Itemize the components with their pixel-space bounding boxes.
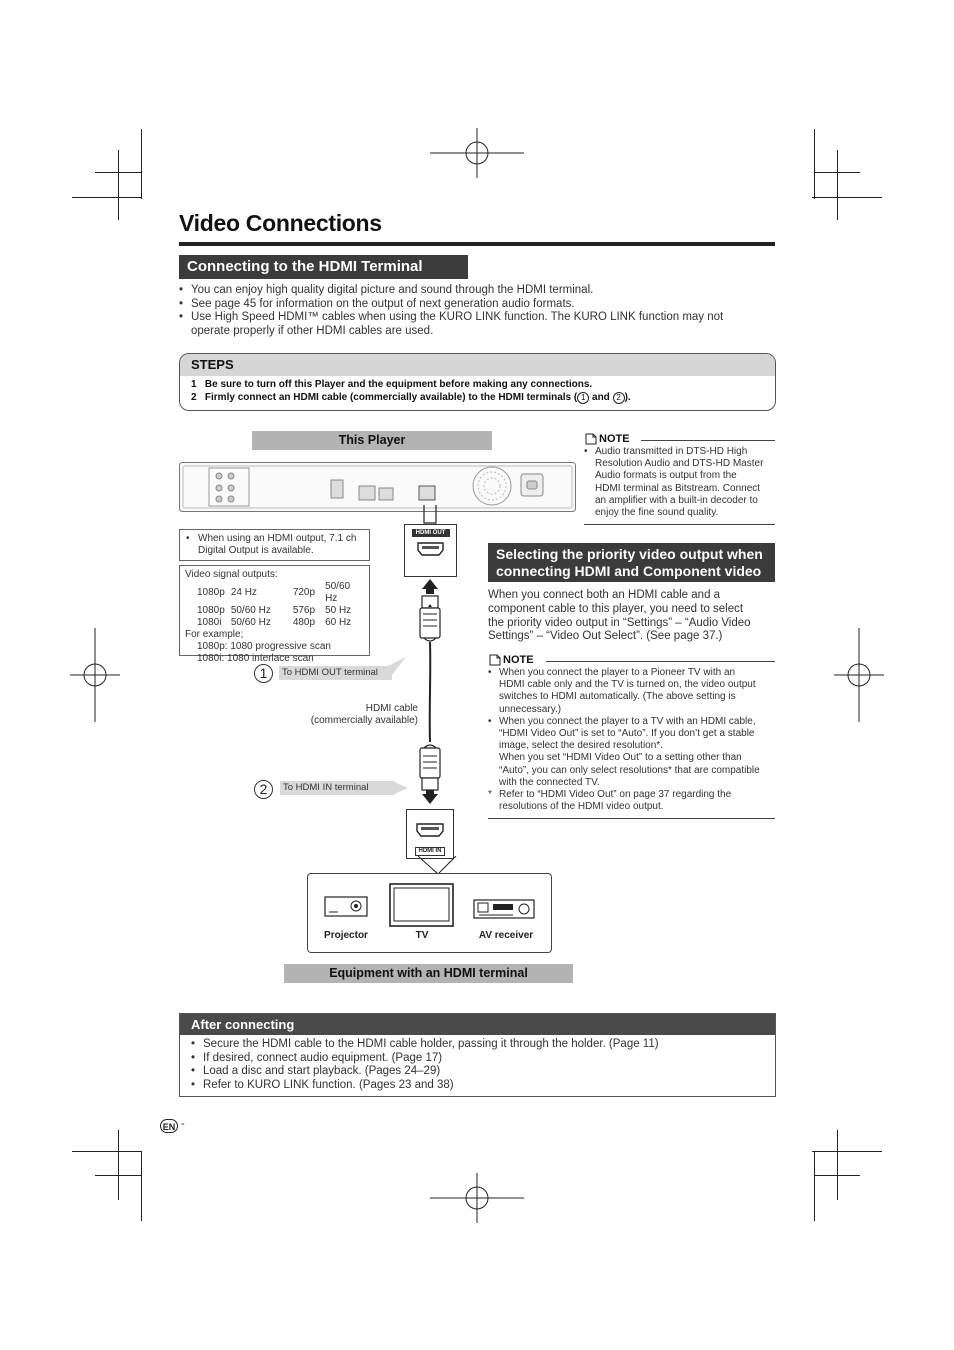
title-rule <box>179 242 775 246</box>
table-row <box>197 605 364 617</box>
priority-title-line: connecting HDMI and Component video <box>496 563 762 579</box>
video-outputs-title: Video signal outputs: <box>185 569 278 580</box>
table-cell: 720p <box>292 587 316 598</box>
note-line-text: with the connected TV. <box>499 776 600 788</box>
table-cell: 1080p <box>197 605 225 616</box>
this-player-label: This Player <box>252 431 492 450</box>
table-row <box>197 581 364 605</box>
registration-mark-bottom <box>430 1173 524 1223</box>
page-number-dash: - <box>181 1118 185 1130</box>
asterisk: * <box>488 789 492 801</box>
priority-body-line: Settings” – “Video Out Select”. (See page 37.) <box>488 630 723 643</box>
table-cell: 1080i <box>197 617 222 628</box>
priority-body <box>488 589 778 644</box>
note2-bottom-rule <box>488 818 775 819</box>
note-line-text: Resolution Audio and DTS-HD Master <box>595 458 764 470</box>
note-icon <box>489 654 501 666</box>
after-connecting-box <box>179 1013 776 1097</box>
table-cell: 50/60 Hz <box>230 605 271 616</box>
steps-box <box>179 353 776 411</box>
step-number: 2 <box>191 391 197 403</box>
after-connecting-list <box>180 1035 775 1092</box>
example-title: For example; <box>185 629 244 640</box>
priority-body-line: When you connect both an HDMI cable and a <box>488 589 721 601</box>
priority-section-title <box>488 543 775 582</box>
bullet: • <box>488 715 492 727</box>
note-line-text: HDMI cable only and the TV is turned on, the video output <box>499 679 756 691</box>
note2-heading: NOTE <box>503 654 534 666</box>
cable-label <box>300 703 418 727</box>
note-icon <box>585 433 597 445</box>
table-cell: 24 Hz <box>230 587 257 598</box>
step-1 <box>191 379 764 392</box>
list-item: • Use High Speed HDMI™ cables when using the KURO LINK function. The KURO LINK function may not <box>179 311 769 325</box>
section-hdmi-title: Connecting to the HDMI Terminal <box>179 255 468 279</box>
tv-icon <box>389 883 455 929</box>
steps-body <box>180 376 775 407</box>
step-number: 1 <box>191 379 197 390</box>
note-line-text: “HDMI Video Out” is set to “Auto”. If you don’t get a stable <box>499 728 755 740</box>
list-item: • Secure the HDMI cable to the HDMI cable holder, passing it through the holder. (Page 11) <box>191 1038 764 1052</box>
note-line-text: an amplifier with a built-in decoder to <box>595 494 758 506</box>
cable-label-line: (commercially available) <box>310 715 418 727</box>
note-line-text: When you connect the player to a Pioneer TV with an <box>499 667 736 678</box>
example-item: 1080p: 1080 progressive scan <box>197 641 331 652</box>
note-line-text: When you set “HDMI Video Out” to a setting other than <box>499 752 742 764</box>
table-cell: 50/60 Hz <box>325 581 351 604</box>
cable-label-line: HDMI cable <box>365 703 418 714</box>
note2-body <box>488 667 778 813</box>
note-line-text: Audio formats is output from the <box>595 470 737 482</box>
hdmi-bullets <box>179 284 769 338</box>
hdmi-port-icon <box>405 537 456 567</box>
registration-mark-left <box>70 628 120 722</box>
note1-bottom-rule <box>584 524 775 525</box>
projector-icon <box>324 894 370 920</box>
device-label-tv: TV <box>415 930 429 941</box>
registration-mark-right <box>834 628 884 722</box>
list-item-continued <box>179 325 769 339</box>
device-label-projector: Projector <box>324 930 368 941</box>
table-cell: 60 Hz <box>325 617 352 628</box>
callout-number-1: 1 <box>254 664 273 683</box>
note-line-text: When you connect the player to a TV with an HDMI cable, <box>499 715 756 727</box>
bullet: • <box>584 446 588 457</box>
equipment-box <box>307 873 552 953</box>
hdmi-71ch-info <box>179 529 370 561</box>
callout-hdmi-in: To HDMI IN terminal <box>280 781 395 795</box>
example-item: 1080i: 1080 interlace scan <box>197 653 314 664</box>
step-text: and <box>589 391 613 403</box>
table-cell: 1080p <box>197 587 225 598</box>
note-line-text: image, select the desired resolution*. <box>499 740 663 752</box>
hdmi-in-terminal <box>406 809 454 859</box>
callout-hdmi-out: To HDMI OUT terminal <box>279 666 392 680</box>
note-line-text: resolutions of the HDMI video output. <box>499 801 664 813</box>
step-text: Be sure to turn off this Player and the equipment before making any connections. <box>204 379 593 390</box>
note-line-text: “Auto”, you can only select resolutions* that are compatible <box>499 764 760 776</box>
hdmi-out-terminal <box>404 524 457 577</box>
callout-pointer <box>388 657 408 681</box>
note1-body <box>584 446 779 519</box>
bullet: • <box>488 667 492 678</box>
note-line-text: unnecessary.) <box>499 703 562 715</box>
info-text: When using an HDMI output, 7.1 ch Digital Output is available. <box>198 533 357 556</box>
circled-number: 1 <box>577 392 589 404</box>
equipment-label: Equipment with an HDMI terminal <box>284 964 573 983</box>
player-rear-panel <box>179 462 576 512</box>
list-item <box>186 533 363 557</box>
note-line-text: Audio transmitted in DTS-HD High <box>595 446 748 457</box>
video-signal-outputs-box <box>179 565 370 664</box>
callout-number-2: 2 <box>254 780 273 799</box>
list-item-text: operate properly if other HDMI cables are used. <box>191 324 434 337</box>
list-item <box>584 446 779 519</box>
footnote <box>488 789 778 813</box>
note2-rule <box>546 661 775 662</box>
page-title: Video Connections <box>179 210 382 236</box>
list-item: • You can enjoy high quality digital picture and sound through the HDMI terminal. <box>179 284 769 298</box>
steps-heading: STEPS <box>180 354 775 376</box>
device-label-av-receiver: AV receiver <box>478 930 534 941</box>
hdmi-in-tag: HDMI IN <box>415 847 445 856</box>
table-cell: 576p <box>292 605 316 616</box>
table-cell: 50/60 Hz <box>230 617 271 628</box>
list-item <box>488 667 778 716</box>
priority-body-line: component cable to this player, you need to select <box>488 602 744 615</box>
hdmi-port-icon <box>407 810 453 840</box>
list-item: • Load a disc and start playback. (Pages 24–29) <box>191 1065 764 1079</box>
step-2 <box>191 392 764 405</box>
priority-body-line: the priority video output in “Settings” – “Audio Video <box>488 616 751 629</box>
circled-number: 2 <box>613 392 625 404</box>
list-item <box>488 716 778 789</box>
language-badge <box>160 1119 178 1133</box>
priority-title-line: Selecting the priority video output when <box>496 546 763 562</box>
table-cell: 480p <box>292 617 316 628</box>
after-connecting-heading: After connecting <box>180 1014 775 1035</box>
table-cell: 50 Hz <box>325 605 352 616</box>
step-text: Firmly connect an HDMI cable (commercially available) to the HDMI terminals ( <box>204 391 578 403</box>
note-line-text: HDMI terminal as Bitstream. Connect <box>595 482 761 494</box>
hdmi-out-tag: HDMI OUT <box>412 529 450 537</box>
note-line-text: enjoy the fine sound quality. <box>595 507 719 519</box>
note1-rule <box>641 440 775 441</box>
note-line-text: switches to HDMI automatically. (The above setting is <box>499 691 736 703</box>
note1-heading: NOTE <box>599 433 630 445</box>
list-item: • If desired, connect audio equipment. (Page 17) <box>191 1052 764 1066</box>
registration-mark-top <box>430 128 524 178</box>
av-receiver-icon <box>473 899 537 921</box>
step-text: ). <box>624 391 631 403</box>
language-code: EN <box>162 1122 176 1132</box>
note-line-text: Refer to “HDMI Video Out” on page 37 regarding the <box>499 789 732 801</box>
list-item: • Refer to KURO LINK function. (Pages 23 and 38) <box>191 1079 764 1093</box>
list-item: • See page 45 for information on the output of next generation audio formats. <box>179 298 769 312</box>
video-outputs-table <box>197 581 364 629</box>
hdmi-cable-illustration <box>395 576 465 811</box>
table-row <box>197 617 364 629</box>
bullet: • <box>186 533 190 544</box>
callout-pointer <box>392 781 410 795</box>
connector-bracket <box>422 505 438 527</box>
